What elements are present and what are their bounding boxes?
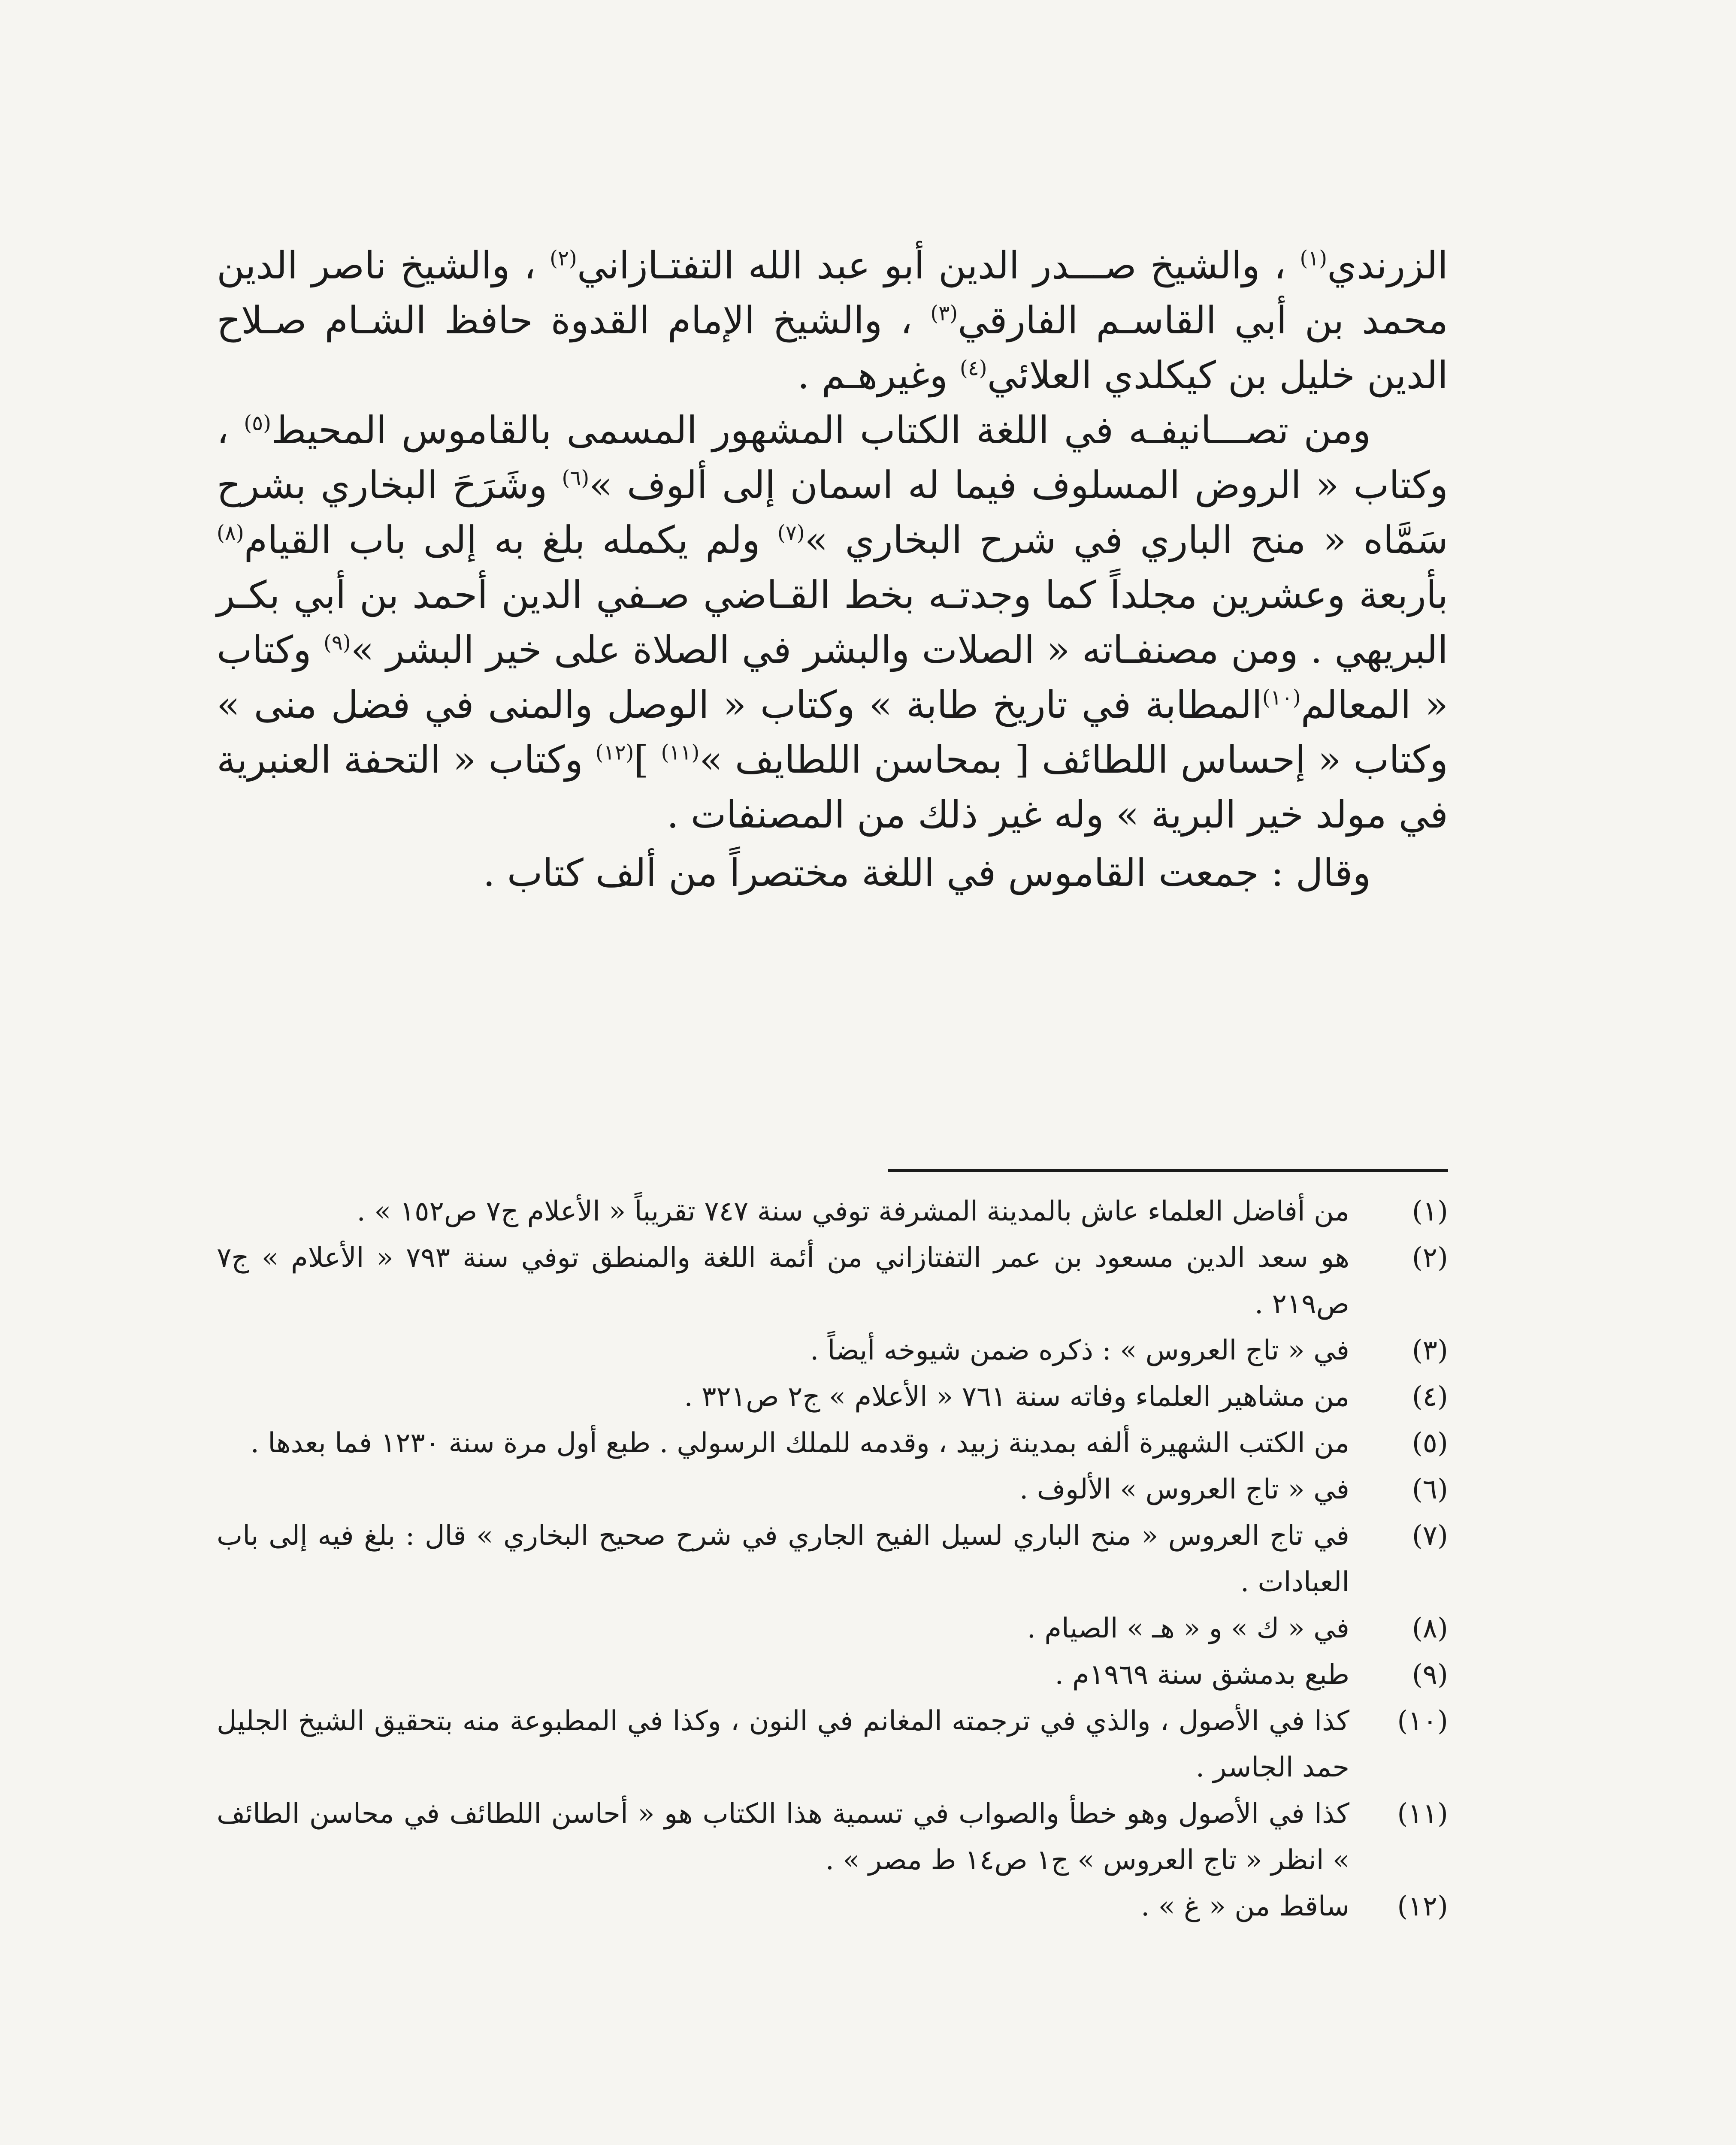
footnote [217, 1327, 1448, 1374]
text-span: الزرندي [1327, 243, 1448, 287]
footnote-ref-9: (٩) [323, 631, 351, 655]
footnote-number: (٣) [1412, 1335, 1448, 1366]
text-span: ، والشيخ الإمام القدوة حافظ الشـام صـلاح الدين خليل بن كيكلدي العلائي [217, 298, 1448, 397]
footnote [217, 1466, 1448, 1513]
footnote-ref-5: (٥) [244, 411, 272, 435]
footnote-text: كذا في الأصول ، والذي في ترجمته المغانم في النون ، وكذا في المطبوعة منه بتحقيق الشيخ الجليل حمد الجاسر . [217, 1705, 1349, 1783]
footnote [217, 1698, 1448, 1791]
footnote [217, 1883, 1448, 1930]
footnote [217, 1513, 1448, 1605]
paragraph-2 [217, 403, 1448, 842]
footnote-ref-8: (٨) [217, 521, 244, 545]
footnote-ref-2: (٢) [550, 246, 577, 271]
footnote [217, 1652, 1448, 1698]
text-span: ، والشيخ ناصر الدين محمد بن أبي القاسـم الفارقي [217, 243, 1448, 342]
footnote [217, 1374, 1448, 1420]
footnote [217, 1188, 1448, 1235]
footnote-number: (٢) [1412, 1242, 1448, 1274]
footnote [217, 1605, 1448, 1652]
footnote-ref-11: (١١) [661, 740, 700, 765]
text-span: ومن تصـــانيفـه في اللغة الكتاب المشهور المسمى بالقاموس المحيط [271, 408, 1371, 452]
footnote-number: (٦) [1412, 1474, 1448, 1505]
footnote [217, 1420, 1448, 1466]
footnote-number: (٤) [1412, 1381, 1448, 1413]
footnote-number: (١) [1412, 1196, 1448, 1227]
text-span: وشَرَحَ البخاري بشرح سَمَّاه « منح الباري في شرح البخاري » [217, 463, 1448, 562]
footnote-text: في تاج العروس « منح الباري لسيل الفيح الجاري في شرح صحيح البخاري » قال : بلغ فيه إلى باب العبادات . [217, 1520, 1349, 1598]
text-span: ] [634, 737, 649, 782]
footnote-text: طبع بدمشق سنة ١٩٦٩م . [1055, 1659, 1349, 1691]
paragraph-1 [217, 238, 1448, 403]
main-text [217, 238, 1448, 900]
footnote-number: (١٢) [1397, 1891, 1448, 1922]
footnote-number: (٨) [1412, 1613, 1448, 1644]
footnote-text: ساقط من « غ » . [1140, 1891, 1349, 1922]
footnote-ref-10: (١٠) [1262, 686, 1301, 710]
footnote-ref-12: (١٢) [595, 740, 634, 765]
footnote-separator [888, 1169, 1448, 1172]
text-span: وكتاب « المعالم [217, 628, 1448, 727]
footnote-number: (١١) [1397, 1798, 1448, 1830]
text-span: بأربعة وعشرين مجلداً كما وجدتـه بخط القـاضي صـفي الدين أحمد بن أبي بكـر البريهي . ومن مصنفـاته « الصلات والبشر في الصلاة على خير البشر » [217, 573, 1448, 672]
footnote-text: من مشاهير العلماء وفاته سنة ٧٦١ « الأعلام » ج٢ ص٣٢١ . [684, 1381, 1349, 1413]
footnote-number: (١٠) [1397, 1705, 1448, 1737]
footnote-number: (٧) [1412, 1520, 1448, 1552]
text-span: ، وكتاب « الروض المسلوف فيما له اسمان إلى ألوف » [217, 408, 1448, 507]
footnotes [217, 1188, 1448, 1930]
text-span: ، والشيخ صـــدر الدين أبو عبد الله التفتـازاني [577, 243, 1286, 287]
text-span: وغيرهـم . [797, 353, 948, 397]
text-span: المطابة في تاريخ طابة » وكتاب « الوصل والمنى في فضل منى » وكتاب « إحساس اللطائف [ بمحاسن اللطايف » [217, 683, 1448, 782]
text-span: وكتاب « التحفة العنبرية في مولد خير البرية » وله غير ذلك من المصنفات . [217, 737, 1448, 837]
footnote-number: (٩) [1412, 1659, 1448, 1691]
footnote-text: كذا في الأصول وهو خطأ والصواب في تسمية هذا الكتاب هو « أحاسن اللطائف في محاسن الطائف » انظر « تاج العروس » ج١ ص١٤ ط مصر » . [217, 1798, 1349, 1876]
footnote-text: من الكتب الشهيرة ألفه بمدينة زبيد ، وقدمه للملك الرسولي . طبع أول مرة سنة ١٢٣٠ فما بعدها . [250, 1427, 1349, 1459]
footnote-ref-1: (١) [1300, 246, 1328, 271]
footnote-ref-4: (٤) [959, 356, 987, 381]
footnote-text: في « تاج العروس » : ذكره ضمن شيوخه أيضاً . [810, 1335, 1349, 1366]
footnote-text: هو سعد الدين مسعود بن عمر التفتازاني من أئمة اللغة والمنطق توفي سنة ٧٩٣ « الأعلام » ج٧ ص٢١٩ . [217, 1242, 1350, 1320]
footnote-ref-3: (٣) [930, 301, 958, 326]
footnote-text: من أفاضل العلماء عاش بالمدينة المشرفة توفي سنة ٧٤٧ تقريباً « الأعلام ج٧ ص١٥٢ » . [357, 1196, 1349, 1227]
footnote [217, 1235, 1448, 1327]
footnote-text: في « ك » و « هـ » الصيام . [1027, 1613, 1349, 1644]
text-span: ولم يكمله بلغ به إلى باب القيام [244, 518, 760, 562]
paragraph-3: وقال : جمعت القاموس في اللغة مختصراً من ألف كتاب . [483, 851, 1371, 895]
footnote-ref-6: (٦) [562, 466, 590, 490]
footnote-number: (٥) [1412, 1427, 1448, 1459]
footnote [217, 1791, 1448, 1883]
footnote-text: في « تاج العروس » الألوف . [1019, 1474, 1349, 1505]
footnote-ref-7: (٧) [777, 521, 805, 545]
